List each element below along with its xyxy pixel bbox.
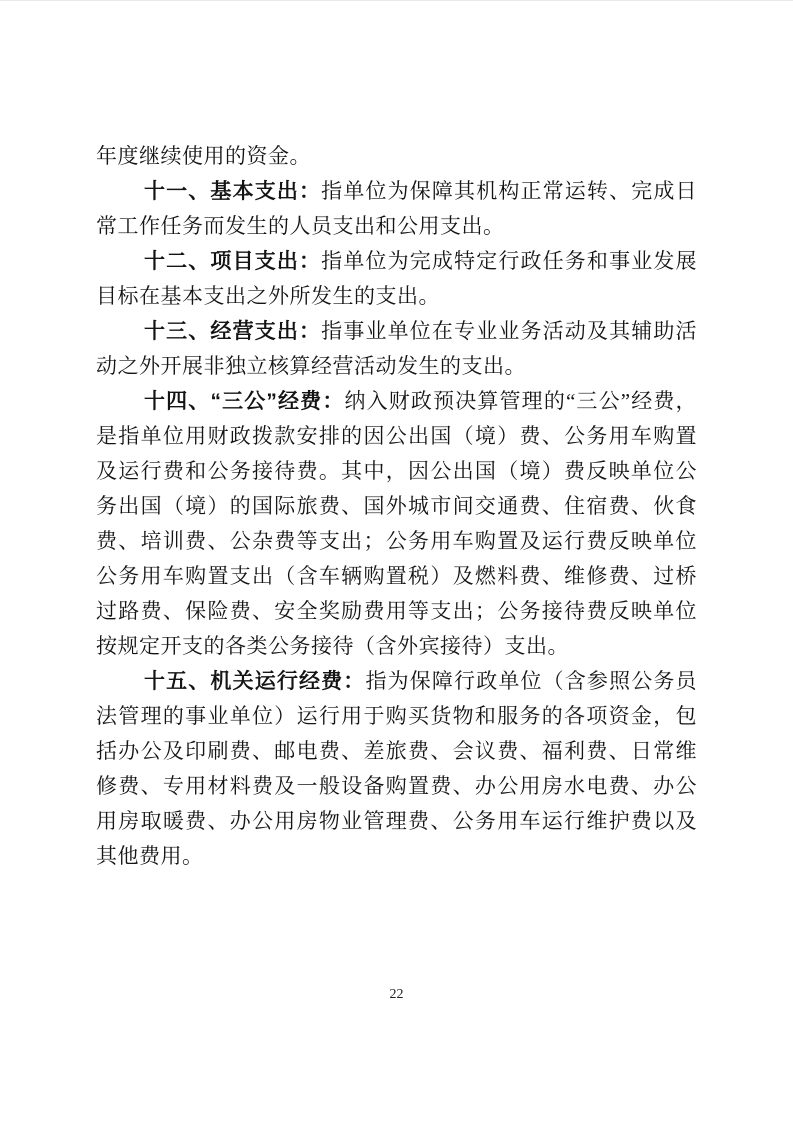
paragraph-item-15 (96, 664, 697, 874)
paragraph-text: 指事业单位在专业业务活动及其辅助活动之外开展非独立核算经营活动发生的支出。 (96, 319, 698, 378)
paragraph-lead: 十五、机关运行经费： (144, 670, 366, 693)
paragraph-continuation (96, 139, 697, 174)
paragraph-lead: 十四、“三公”经费： (144, 390, 345, 413)
paragraph-text: 指单位为保障其机构正常运转、完成日常工作任务而发生的人员支出和公用支出。 (96, 179, 698, 238)
paragraph-item-11 (96, 174, 697, 244)
paragraph-lead: 十一、基本支出： (144, 180, 322, 203)
document-body (96, 139, 697, 874)
paragraph-text: 指单位为完成特定行政任务和事业发展目标在基本支出之外所发生的支出。 (96, 249, 698, 308)
page-footer (0, 986, 793, 1003)
paragraph-item-12 (96, 244, 697, 314)
paragraph-lead: 十二、项目支出： (144, 250, 322, 273)
paragraph-text: 年度继续使用的资金。 (96, 144, 311, 168)
page-number: 22 (389, 987, 404, 1002)
paragraph-text: 指为保障行政单位（含参照公务员法管理的事业单位）运行用于购买货物和服务的各项资金，包括办公及印刷费、邮电费、差旅费、会议费、福利费、日常维修费、专用材料费及一般设备购置费、办公用房水电费、办公用房取暖费、办公用房物业管理费、公务用车运行维护费以及其他费用。 (96, 669, 698, 868)
paragraph-item-13 (96, 314, 697, 384)
paragraph-text: 纳入财政预决算管理的“三公”经费，是指单位用财政拨款安排的因公出国（境）费、公务用车购置及运行费和公务接待费。其中，因公出国（境）费反映单位公务出国（境）的国际旅费、国外城市间交通费、住宿费、伙食费、培训费、公杂费等支出；公务用车购置及运行费反映单位公务用车购置支出（含车辆购置税）及燃料费、维修费、过桥过路费、保险费、安全奖励费用等支出；公务接待费反映单位按规定开支的各类公务接待（含外宾接待）支出。 (96, 389, 697, 658)
paragraph-item-14 (96, 384, 697, 664)
paragraph-lead: 十三、经营支出： (144, 320, 322, 343)
